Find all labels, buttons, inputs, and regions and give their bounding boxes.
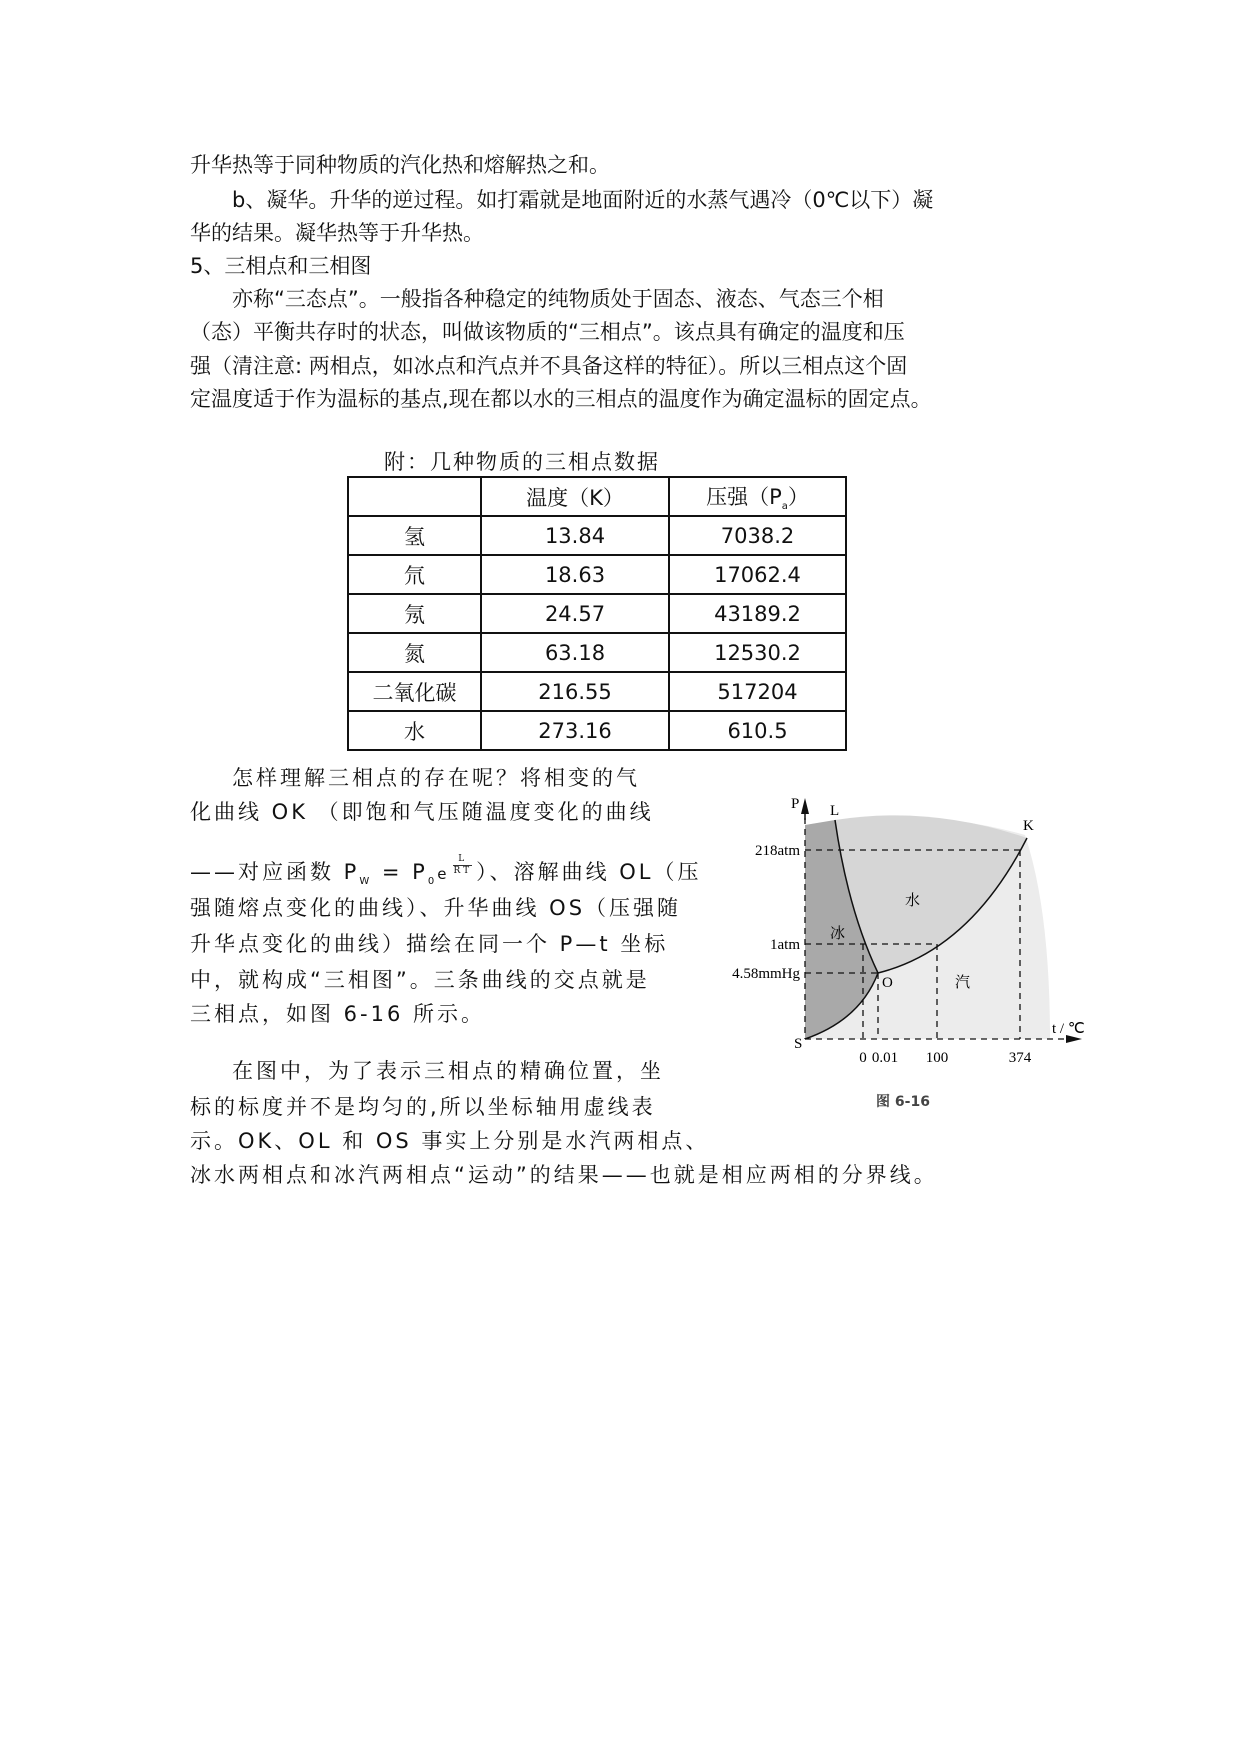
point-O: O: [882, 975, 893, 991]
cell: 13.84: [481, 516, 669, 555]
table-header-row: [348, 477, 846, 516]
x-tick-label: 100: [925, 1050, 949, 1066]
text-line: 升华点变化的曲线）描绘在同一个 P—t 坐标: [190, 932, 669, 956]
phase-diagram: [690, 790, 1110, 1120]
cell: 7038.2: [669, 516, 846, 555]
header-cell: [669, 477, 846, 516]
figure-caption: 图 6-16: [876, 1094, 930, 1110]
table-row: [348, 594, 846, 633]
table-row: [348, 672, 846, 711]
text-line: 怎样理解三相点的存在呢？将相变的气: [232, 766, 640, 790]
cell: 17062.4: [669, 555, 846, 594]
cell: 12530.2: [669, 633, 846, 672]
cell: 水: [348, 711, 481, 750]
table-row: [348, 633, 846, 672]
triple-point-table: [347, 476, 847, 751]
cell: 氢: [348, 516, 481, 555]
text-line: 强（清注意: 两相点，如冰点和汽点并不具备这样的特征）。所以三相点这个固: [190, 354, 908, 378]
section-title: 5、三相点和三相图: [190, 254, 372, 278]
formula-fraction: $\frac{L}{RT}$: [453, 853, 473, 876]
y-tick-label: 218atm: [755, 843, 800, 859]
x-axis-label: t / ℃: [1052, 1021, 1085, 1037]
table-caption: 附：几种物质的三相点数据: [384, 450, 660, 474]
cell: 氘: [348, 555, 481, 594]
header-cell: 温度（K）: [481, 477, 669, 516]
table-row: [348, 711, 846, 750]
cell: 43189.2: [669, 594, 846, 633]
text-line: 中，就构成“三相图”。三条曲线的交点就是: [190, 968, 650, 992]
text-line: 亦称“三态点”。一般指各种稳定的纯物质处于固态、液态、气态三个相: [232, 287, 884, 311]
y-axis-label: P: [791, 796, 800, 812]
cell: 216.55: [481, 672, 669, 711]
y-tick-label: 4.58mmHg: [732, 966, 800, 982]
x-tick-label: 0.01: [871, 1050, 899, 1066]
header-text: ）: [787, 484, 809, 509]
text-line: 升华热等于同种物质的汽化热和熔解热之和。: [190, 153, 610, 177]
region-label-water: 水: [905, 891, 921, 909]
cell: 二氧化碳: [348, 672, 481, 711]
cell: 24.57: [481, 594, 669, 633]
cell: 517204: [669, 672, 846, 711]
cell: 273.16: [481, 711, 669, 750]
table-row: [348, 555, 846, 594]
text-line: 强随熔点变化的曲线）、升华曲线 OS（压强随: [190, 896, 682, 920]
text-line: 三相点，如图 6-16 所示。: [190, 1002, 486, 1026]
region-label-vapor: 汽: [955, 973, 971, 991]
text-line: 标的标度并不是均匀的,所以坐标轴用虚线表: [190, 1095, 656, 1119]
p-axis-arrow-icon: [801, 798, 809, 814]
y-tick-label: 1atm: [770, 937, 800, 953]
text-line: 化曲线 OK （即饱和气压随温度变化的曲线: [190, 800, 654, 824]
cell: 氮: [348, 633, 481, 672]
table-row: [348, 516, 846, 555]
text-line: 冰水两相点和冰汽两相点“运动”的结果——也就是相应两相的分界线。: [190, 1163, 938, 1187]
text-line: 在图中，为了表示三相点的精确位置，坐: [232, 1059, 664, 1083]
x-tick-label: 374: [1008, 1050, 1032, 1066]
text-line: 示。OK、OL 和 OS 事实上分别是水汽两相点、: [190, 1129, 710, 1153]
point-S: S: [794, 1036, 803, 1052]
header-text: 压强（P: [706, 484, 782, 509]
cell: 63.18: [481, 633, 669, 672]
point-L: L: [830, 803, 840, 819]
region-label-ice: 冰: [830, 924, 846, 942]
text-line: 华的结果。凝华热等于升华热。: [190, 221, 484, 245]
cell: 18.63: [481, 555, 669, 594]
text-line: 定温度适于作为温标的基点,现在都以水的三相点的温度作为确定温标的固定点。: [190, 387, 932, 411]
cell: 610.5: [669, 711, 846, 750]
formula-line: ——对应函数 $P_W = P_0e$ $\frac{L}{RT}$ ）、溶解曲线 OL（压: [190, 853, 702, 888]
text-line: b、凝华。升华的逆过程。如打霜就是地面附近的水蒸气遇冷（0℃以下）凝: [232, 188, 934, 212]
cell: 氖: [348, 594, 481, 633]
x-tick-label: 0: [859, 1050, 867, 1066]
header-cell: [348, 477, 481, 516]
point-K: K: [1023, 818, 1034, 834]
header-sub: a: [781, 501, 788, 513]
text-line: （态）平衡共存时的状态，叫做该物质的“三相点”。该点具有确定的温度和压: [190, 320, 905, 344]
